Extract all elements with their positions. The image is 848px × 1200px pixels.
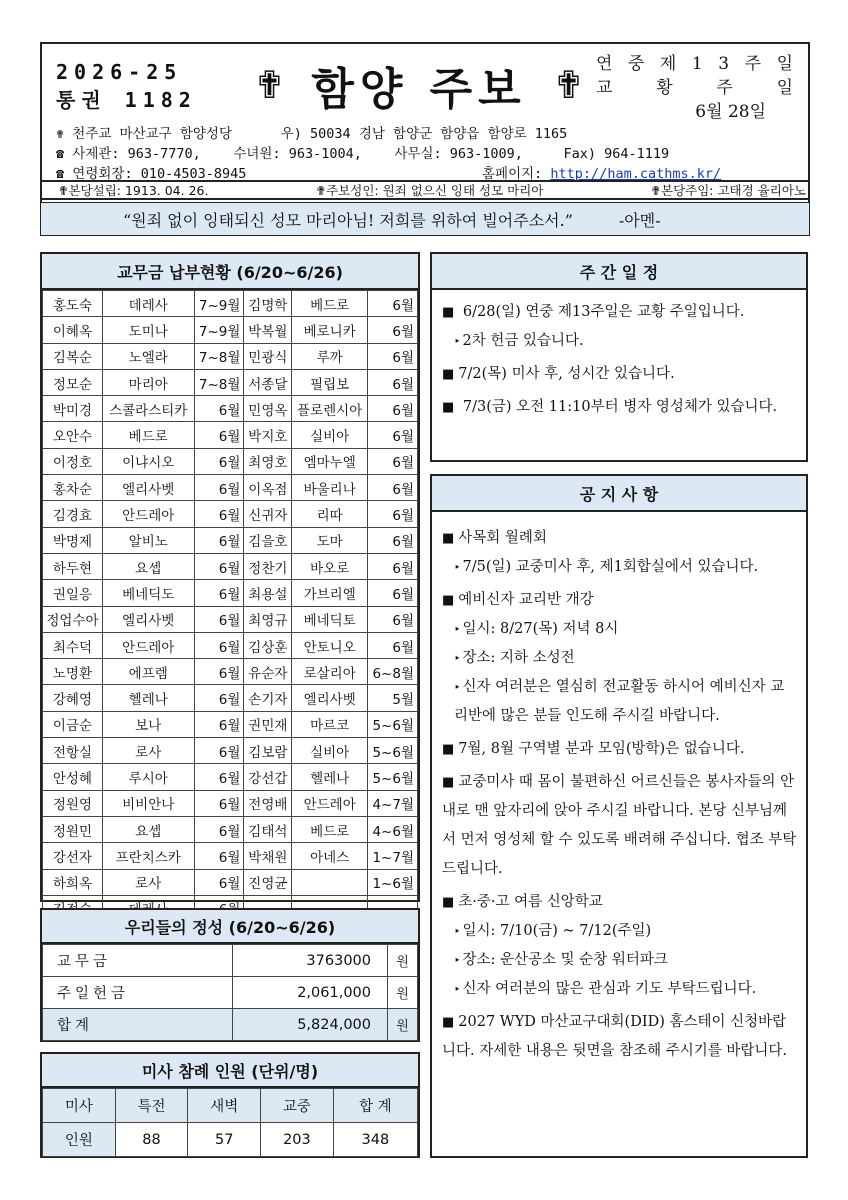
notice-text: 2027 WYD 마산교구대회(DID) 홈스테이 신청바랍니다. 자세한 내용은 뒷면을 참조해 주시기를 바랍니다. — [442, 1014, 788, 1059]
member-name: 김상훈 — [244, 632, 292, 658]
square-bullet-icon: ■ — [442, 531, 455, 546]
notice-text: 초·중·고 여름 신앙학교 — [458, 894, 603, 910]
paid-period: 5~6월 — [368, 764, 418, 790]
paid-period: 6월 — [194, 659, 244, 685]
schedule-subitem — [442, 327, 798, 356]
triangle-bullet-icon: ‣ — [454, 983, 461, 996]
baptismal-name: 요셉 — [102, 816, 194, 842]
offering-row — [43, 1009, 418, 1041]
liturgical-sunday — [596, 52, 796, 124]
schedule-item — [442, 298, 798, 356]
paid-period: 6월 — [194, 527, 244, 553]
baptismal-name: 베로니카 — [292, 317, 368, 343]
baptismal-name: 도미나 — [102, 317, 194, 343]
baptismal-name: 베드로 — [102, 422, 194, 448]
member-name: 이금순 — [43, 711, 103, 737]
schedule-title: 주 간 일 정 — [432, 254, 806, 290]
attendance-header: 교중 — [261, 1089, 334, 1123]
notice-subtext: 장소: 운산공소 및 순창 워터파크 — [462, 952, 668, 968]
schedule-item — [442, 393, 798, 422]
table-row — [43, 738, 418, 764]
baptismal-name — [292, 869, 368, 895]
paid-period: 6월 — [194, 764, 244, 790]
schedule-item — [442, 360, 798, 389]
sunday-name: 연 중 제 1 3 주 일 — [596, 54, 796, 74]
square-bullet-icon: ■ — [442, 895, 455, 910]
baptismal-name: 비비안나 — [102, 790, 194, 816]
baptismal-name: 루시아 — [102, 764, 194, 790]
baptismal-name: 보나 — [102, 711, 194, 737]
paid-period: 5~6월 — [368, 738, 418, 764]
table-row — [43, 816, 418, 842]
baptismal-name: 이냐시오 — [102, 448, 194, 474]
baptismal-name: 노엘라 — [102, 343, 194, 369]
baptismal-name: 알비노 — [102, 527, 194, 553]
offerings-panel — [40, 908, 420, 1042]
offering-unit: 원 — [388, 945, 418, 977]
attendance-value: 203 — [261, 1123, 334, 1157]
bulletin-date: 6월 28일 — [695, 102, 766, 122]
phone-icon: ☎ — [56, 166, 65, 182]
baptismal-name: 베드로 — [292, 816, 368, 842]
paid-period: 6월 — [194, 816, 244, 842]
table-row — [43, 869, 418, 895]
member-name: 민영옥 — [244, 396, 292, 422]
square-bullet-icon: ■ — [442, 742, 455, 757]
attendance-header-row — [43, 1089, 418, 1123]
attendance-panel — [40, 1052, 420, 1158]
paid-period: 6월 — [368, 632, 418, 658]
member-name: 강선갑 — [244, 764, 292, 790]
member-name: 최영규 — [244, 606, 292, 632]
member-name: 이혜옥 — [43, 317, 103, 343]
member-name: 정모순 — [43, 369, 103, 395]
member-name: 최용설 — [244, 580, 292, 606]
baptismal-name: 요셉 — [102, 553, 194, 579]
phone-icon: ☎ — [56, 146, 65, 162]
member-name: 정원영 — [43, 790, 103, 816]
paid-period: 6월 — [368, 527, 418, 553]
notice-text: 예비신자 교리반 개강 — [458, 592, 594, 608]
dues-title: 교무금 납부현황 (6/20~6/26) — [42, 254, 418, 290]
member-name: 정업수아 — [43, 606, 103, 632]
member-name: 박미경 — [43, 396, 103, 422]
cross-icon: ✟ — [315, 183, 327, 198]
member-name: 신귀자 — [244, 501, 292, 527]
dues-table — [42, 290, 418, 922]
triangle-bullet-icon: ‣ — [454, 954, 461, 967]
table-row — [43, 527, 418, 553]
parish-address: ✟ 천주교 마산교구 함양성당 우) 50034 경남 함양군 함양읍 함양로 1165 — [56, 126, 568, 142]
paid-period: 6월 — [368, 396, 418, 422]
paid-period: 6월 — [368, 343, 418, 369]
baptismal-name: 플로렌시아 — [292, 396, 368, 422]
baptismal-name: 필립보 — [292, 369, 368, 395]
member-name: 서종달 — [244, 369, 292, 395]
member-name: 김복순 — [43, 343, 103, 369]
attendance-header: 새벽 — [188, 1089, 261, 1123]
member-name: 손기자 — [244, 685, 292, 711]
prayer-amen: -아멘- — [618, 210, 661, 230]
offering-row — [43, 945, 418, 977]
patron-saint: ✟주보성인: 원죄 없으신 잉태 성모 마리아 — [315, 183, 544, 198]
paid-period: 6월 — [368, 317, 418, 343]
notice-subtext: 장소: 지하 소성전 — [462, 650, 575, 666]
baptismal-name: 리따 — [292, 501, 368, 527]
attendance-row-label: 인원 — [43, 1123, 116, 1157]
issue-year: 2026-25 — [56, 60, 183, 84]
triangle-bullet-icon: ‣ — [454, 623, 461, 636]
baptismal-name: 베네딕토 — [292, 606, 368, 632]
table-row — [43, 685, 418, 711]
paid-period: 4~7월 — [368, 790, 418, 816]
paid-period: 6월 — [368, 475, 418, 501]
baptismal-name: 엘리사벳 — [292, 685, 368, 711]
paid-period: 6월 — [194, 790, 244, 816]
table-row — [43, 843, 418, 869]
member-name: 노명환 — [43, 659, 103, 685]
table-row — [43, 606, 418, 632]
paid-period: 7~8월 — [194, 369, 244, 395]
notice-item — [442, 735, 798, 764]
offering-amount: 5,824,000 — [233, 1009, 388, 1041]
baptismal-name: 프란치스카 — [102, 843, 194, 869]
baptismal-name: 아네스 — [292, 843, 368, 869]
paid-period: 6월 — [194, 475, 244, 501]
baptismal-name: 실비아 — [292, 738, 368, 764]
attendance-value: 88 — [115, 1123, 188, 1157]
parish-info-bar — [40, 180, 810, 200]
member-name: 김태석 — [244, 816, 292, 842]
offering-amount: 2,061,000 — [233, 977, 388, 1009]
schedule-panel — [430, 252, 808, 462]
attendance-table — [42, 1088, 418, 1157]
baptismal-name: 가브리엘 — [292, 580, 368, 606]
notice-subitem — [442, 553, 798, 582]
paid-period: 6월 — [368, 369, 418, 395]
paid-period: 4~6월 — [368, 816, 418, 842]
notice-text: 7월, 8월 구역별 분과 모임(방학)은 없습니다. — [458, 741, 745, 757]
paid-period: 1~6월 — [368, 869, 418, 895]
paid-period: 6월 — [194, 632, 244, 658]
notice-item — [442, 768, 798, 884]
paid-period: 6월 — [194, 711, 244, 737]
square-bullet-icon: ■ — [442, 367, 455, 382]
paid-period: 5월 — [368, 685, 418, 711]
cross-icon: ✟ — [253, 63, 286, 107]
square-bullet-icon: ■ — [442, 593, 455, 608]
notice-subtext: 일시: 8/27(목) 저녁 8시 — [462, 621, 619, 637]
attendance-header: 합 계 — [333, 1089, 417, 1123]
notices-title: 공 지 사 항 — [432, 476, 806, 512]
paid-period: 6월 — [194, 501, 244, 527]
paid-period: 6월 — [194, 685, 244, 711]
member-name: 오안수 — [43, 422, 103, 448]
paid-period: 6월 — [194, 422, 244, 448]
table-row — [43, 317, 418, 343]
table-row — [43, 475, 418, 501]
baptismal-name: 베드로 — [292, 291, 368, 317]
table-row — [43, 396, 418, 422]
paid-period: 6~8월 — [368, 659, 418, 685]
attendance-values-row — [43, 1123, 418, 1157]
attendance-header: 특전 — [115, 1089, 188, 1123]
offering-label: 교무금 — [43, 945, 233, 977]
contact-numbers: ☎ 사제관: 963-7770, 수녀원: 963-1004, 사무실: 963-1009, Fax) 964-1119 — [56, 146, 670, 162]
baptismal-name: 마르코 — [292, 711, 368, 737]
notice-subtext: 7/5(일) 교중미사 후, 제1회합실에서 있습니다. — [462, 559, 759, 575]
table-row — [43, 632, 418, 658]
notice-subitem — [442, 946, 798, 975]
member-name: 전영배 — [244, 790, 292, 816]
member-name: 박복월 — [244, 317, 292, 343]
homepage: 홈페이지: http://ham.cathms.kr/ — [482, 166, 722, 182]
baptismal-name: 헬레나 — [102, 685, 194, 711]
paid-period: 6월 — [368, 580, 418, 606]
offerings-title: 우리들의 정성 (6/20~6/26) — [42, 910, 418, 944]
cross-icon: ✟ — [552, 63, 585, 107]
paid-period: 6월 — [368, 422, 418, 448]
baptismal-name: 실비아 — [292, 422, 368, 448]
notice-item — [442, 524, 798, 582]
cross-icon: ✟ — [56, 126, 65, 142]
triangle-bullet-icon: ‣ — [454, 652, 461, 665]
baptismal-name: 바울리나 — [292, 475, 368, 501]
baptismal-name: 도마 — [292, 527, 368, 553]
notice-item — [442, 586, 798, 731]
dues-panel — [40, 252, 420, 902]
baptismal-name: 안토니오 — [292, 632, 368, 658]
notice-item — [442, 1008, 798, 1066]
member-name: 김보람 — [244, 738, 292, 764]
notice-subtext: 신자 여러분의 많은 관심과 기도 부탁드립니다. — [462, 981, 757, 997]
offering-unit: 원 — [388, 977, 418, 1009]
schedule-text: 7/2(목) 미사 후, 성시간 있습니다. — [458, 366, 675, 382]
notice-subitem — [442, 673, 798, 731]
issue-volume: 통권 1182 — [56, 88, 197, 112]
table-row — [43, 711, 418, 737]
prayer-banner — [40, 202, 810, 236]
baptismal-name: 베네딕도 — [102, 580, 194, 606]
sunday-subname: 교 황 주 일 — [596, 78, 796, 98]
offerings-table — [42, 944, 418, 1041]
triangle-bullet-icon: ‣ — [454, 681, 461, 694]
member-name: 강혜영 — [43, 685, 103, 711]
table-row — [43, 580, 418, 606]
table-row — [43, 659, 418, 685]
member-name: 홍도숙 — [43, 291, 103, 317]
member-name: 강선자 — [43, 843, 103, 869]
attendance-header: 미사 — [43, 1089, 116, 1123]
member-name: 박채원 — [244, 843, 292, 869]
paid-period: 6월 — [194, 606, 244, 632]
paid-period: 7~9월 — [194, 291, 244, 317]
notice-subtext: 신자 여러분은 열심히 전교활동 하시어 예비신자 교리반에 많은 분들 인도해 주시길 바랍니다. — [454, 679, 785, 724]
baptismal-name: 루까 — [292, 343, 368, 369]
member-name: 이정호 — [43, 448, 103, 474]
notice-subitem — [442, 975, 798, 1004]
square-bullet-icon: ■ — [442, 400, 455, 415]
notices-list — [432, 512, 806, 1066]
schedule-text: 7/3(금) 오전 11:10부터 병자 영성체가 있습니다. — [458, 399, 778, 415]
paid-period: 6월 — [194, 869, 244, 895]
member-name: 홍차순 — [43, 475, 103, 501]
baptismal-name: 안드레아 — [292, 790, 368, 816]
offering-row — [43, 977, 418, 1009]
offering-label: 합계 — [43, 1009, 233, 1041]
table-row — [43, 369, 418, 395]
baptismal-name: 로사 — [102, 738, 194, 764]
member-name: 정원민 — [43, 816, 103, 842]
square-bullet-icon: ■ — [442, 775, 455, 790]
member-name: 민광식 — [244, 343, 292, 369]
table-row — [43, 448, 418, 474]
member-name: 안성혜 — [43, 764, 103, 790]
notice-text: 사목회 월례회 — [458, 530, 547, 546]
member-name: 박명제 — [43, 527, 103, 553]
paid-period: 5~6월 — [368, 711, 418, 737]
member-name: 권민재 — [244, 711, 292, 737]
paid-period: 6월 — [194, 843, 244, 869]
cross-icon: ✟ — [650, 183, 661, 198]
member-name: 최영호 — [244, 448, 292, 474]
baptismal-name: 스콜라스티카 — [102, 396, 194, 422]
member-name: 유순자 — [244, 659, 292, 685]
member-name: 하두현 — [43, 553, 103, 579]
baptismal-name: 엘리사벳 — [102, 606, 194, 632]
baptismal-name: 안드레아 — [102, 632, 194, 658]
paid-period: 1~7월 — [368, 843, 418, 869]
notice-subitem — [442, 917, 798, 946]
baptismal-name: 엘리사벳 — [102, 475, 194, 501]
attendance-title: 미사 참례 인원 (단위/명) — [42, 1054, 418, 1088]
paid-period: 6월 — [194, 553, 244, 579]
square-bullet-icon: ■ — [442, 305, 455, 320]
baptismal-name: 에프렘 — [102, 659, 194, 685]
member-name: 김을호 — [244, 527, 292, 553]
issue-info — [56, 58, 197, 114]
member-name: 박지호 — [244, 422, 292, 448]
cross-icon: ✟ — [58, 183, 69, 198]
paid-period: 6월 — [368, 553, 418, 579]
paid-period: 6월 — [368, 501, 418, 527]
schedule-list — [432, 290, 806, 422]
table-row — [43, 422, 418, 448]
paid-period: 6월 — [194, 738, 244, 764]
founding-date: ✟본당설립: 1913. 04. 26. — [58, 183, 209, 198]
funeral-committee-contact: ☎ 연령회장: 010-4503-8945 — [56, 166, 247, 182]
attendance-value: 348 — [333, 1123, 417, 1157]
member-name: 정찬기 — [244, 553, 292, 579]
table-row — [43, 553, 418, 579]
table-row — [43, 764, 418, 790]
triangle-bullet-icon: ‣ — [454, 561, 461, 574]
pastor: ✟본당주임: 고태경 율리아노 — [650, 183, 806, 198]
member-name: 전항실 — [43, 738, 103, 764]
notice-subtext: 일시: 7/10(금) ~ 7/12(주일) — [462, 923, 652, 939]
table-row — [43, 291, 418, 317]
member-name: 진영균 — [244, 869, 292, 895]
offering-label: 주일헌금 — [43, 977, 233, 1009]
paid-period: 6월 — [194, 580, 244, 606]
offering-amount: 3763000 — [233, 945, 388, 977]
table-row — [43, 790, 418, 816]
notices-panel — [430, 474, 808, 1158]
baptismal-name: 헬레나 — [292, 764, 368, 790]
baptismal-name: 마리아 — [102, 369, 194, 395]
baptismal-name: 로살리아 — [292, 659, 368, 685]
member-name: 이옥점 — [244, 475, 292, 501]
notice-item — [442, 888, 798, 1004]
paid-period: 6월 — [368, 448, 418, 474]
homepage-link[interactable]: http://ham.cathms.kr/ — [550, 166, 722, 182]
triangle-bullet-icon: ‣ — [454, 925, 461, 938]
baptismal-name: 안드레아 — [102, 501, 194, 527]
member-name: 권일응 — [43, 580, 103, 606]
paid-period: 6월 — [368, 606, 418, 632]
notice-subitem — [442, 644, 798, 673]
member-name: 김경효 — [43, 501, 103, 527]
square-bullet-icon: ■ — [442, 1015, 455, 1030]
schedule-text: 6/28(일) 연중 제13주일은 교황 주일입니다. — [458, 304, 745, 320]
notice-subitem — [442, 615, 798, 644]
member-name: 김명학 — [244, 291, 292, 317]
bulletin-title: 함양 주보 — [311, 64, 527, 115]
member-name: 최수덕 — [43, 632, 103, 658]
baptismal-name: 로사 — [102, 869, 194, 895]
attendance-value: 57 — [188, 1123, 261, 1157]
schedule-subtext: 2차 헌금 있습니다. — [462, 333, 584, 349]
table-row — [43, 343, 418, 369]
offering-unit: 원 — [388, 1009, 418, 1041]
paid-period: 6월 — [194, 448, 244, 474]
paid-period: 7~8월 — [194, 343, 244, 369]
prayer-text: “원죄 없이 잉태되신 성모 마리아님! 저희를 위하여 빌어주소서.” — [123, 210, 573, 230]
table-row — [43, 501, 418, 527]
bulletin-title-block — [234, 50, 604, 120]
paid-period: 6월 — [368, 291, 418, 317]
triangle-bullet-icon: ‣ — [454, 335, 461, 348]
paid-period: 7~9월 — [194, 317, 244, 343]
paid-period: 6월 — [194, 396, 244, 422]
member-name: 하희옥 — [43, 869, 103, 895]
baptismal-name: 데레사 — [102, 291, 194, 317]
baptismal-name: 바오로 — [292, 553, 368, 579]
baptismal-name: 엠마누엘 — [292, 448, 368, 474]
notice-text: 교중미사 때 몸이 불편하신 어르신들은 봉사자들의 안내로 맨 앞자리에 앉아 주시길 바랍니다. 본당 신부님께서 먼저 영성체 할 수 있도록 배려해 주십니다. 협조 부탁드립니다. — [442, 774, 797, 877]
